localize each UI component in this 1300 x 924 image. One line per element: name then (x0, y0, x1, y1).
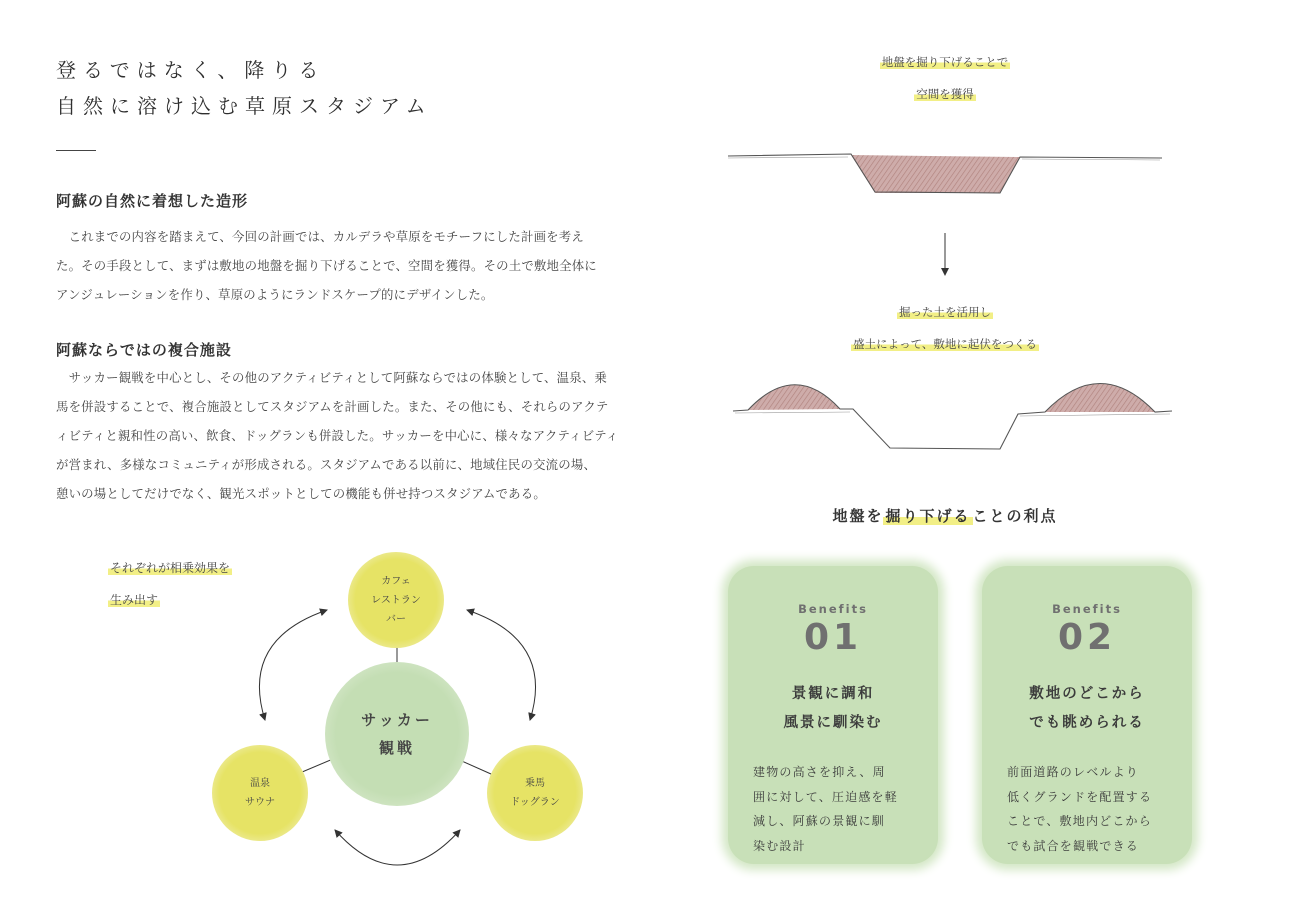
node-onsen-line: サウナ (245, 797, 275, 808)
section2-line: が営まれ、多様なコミュニティが形成される。スタジアムである以前に、地域住民の交流の場、 (56, 457, 597, 472)
section2-line: サッカー観戦を中心とし、その他のアクティビティとして阿蘇ならではの体験として、温泉、乗 (56, 370, 608, 385)
section1-line: これまでの内容を踏まえて、今回の計画では、カルデラや草原をモチーフにした計画を考え (56, 229, 584, 244)
advantages-title (720, 505, 1170, 526)
section2-line: 馬を併設することで、複合施設としてスタジアムを計画した。また、その他にも、それらのアクテ (56, 399, 609, 414)
benefit-body-line: ことで、敷地内どこから (1007, 814, 1152, 828)
benefit-body-line: 低くグランドを配置する (1007, 789, 1153, 804)
section1-heading: 阿蘇の自然に着想した造形 (56, 192, 249, 210)
synergy-note-line: それぞれが相乗効果を (110, 561, 231, 575)
section2-line: ィビティと親和性の高い、飲食、ドッグランも併設した。サッカーを中心に、様々なアクティビティ (56, 428, 619, 443)
node-cafe-line: レストラン (371, 594, 421, 606)
caption-line: 地盤を掘り下げることで (881, 55, 1009, 69)
synergy-note-line: 生み出す (110, 593, 159, 607)
node-cafe-line: バー (385, 613, 406, 625)
title-line-2: 自然に溶け込む草原スタジアム (56, 94, 433, 118)
benefit-body-line: でも試合を観戦できる (1007, 838, 1140, 853)
section2-heading: 阿蘇ならではの複合施設 (56, 341, 232, 359)
node-soccer-line: 観戦 (378, 739, 415, 757)
benefit-number: 02 (1057, 617, 1117, 658)
benefit-title-line: 敷地のどこから (1029, 686, 1145, 702)
node-soccer-line: サッカー (361, 711, 433, 729)
title-line-1: 登るではなく、降りる (56, 58, 326, 82)
advantages-title-pre: 地盤を (832, 507, 884, 525)
caption-line: 掘った土を活用し (899, 305, 991, 319)
caption-line: 盛土によって、敷地に起伏をつくる (853, 337, 1037, 351)
node-cafe-line: カフェ (381, 575, 411, 587)
benefit-number: 01 (803, 617, 863, 658)
node-horse-line: ドッグラン (510, 797, 560, 808)
benefit-body-line: 染む設計 (753, 838, 806, 853)
section1-line: た。その手段として、まずは敷地の地盤を掘り下げることで、空間を獲得。その土で敷地全体に (56, 258, 597, 273)
node-onsen-line: 温泉 (250, 778, 270, 789)
benefit-body-line: 囲に対して、圧迫感を軽 (753, 789, 898, 804)
advantages-title-post: ことの利点 (972, 507, 1058, 525)
benefit-card-1 (728, 566, 938, 864)
benefit-body-line: 減し、阿蘇の景観に馴 (753, 814, 886, 828)
benefit-label: Benefits (1052, 602, 1122, 616)
section2-line: 憩いの場としてだけでなく、観光スポットとしての機能も併せ持つスタジアムである。 (56, 486, 546, 501)
benefit-label: Benefits (798, 602, 868, 616)
benefit-title-line: でも眺められる (1029, 715, 1145, 731)
node-horse-line: 乗馬 (524, 778, 545, 789)
benefit-title-line: 景観に調和 (791, 686, 875, 702)
advantages-title-highlight: 掘り下げる (885, 507, 971, 525)
benefit-title-line: 風景に馴染む (783, 715, 883, 731)
benefit-body-line: 前面道路のレベルより (1007, 765, 1140, 779)
section1-line: アンジュレーションを作り、草原のようにランドスケープ的にデザインした。 (56, 287, 494, 302)
benefit-card-2 (982, 566, 1192, 864)
benefit-body-line: 建物の高さを抑え、周 (753, 765, 886, 779)
caption-line: 空間を獲得 (916, 87, 974, 101)
